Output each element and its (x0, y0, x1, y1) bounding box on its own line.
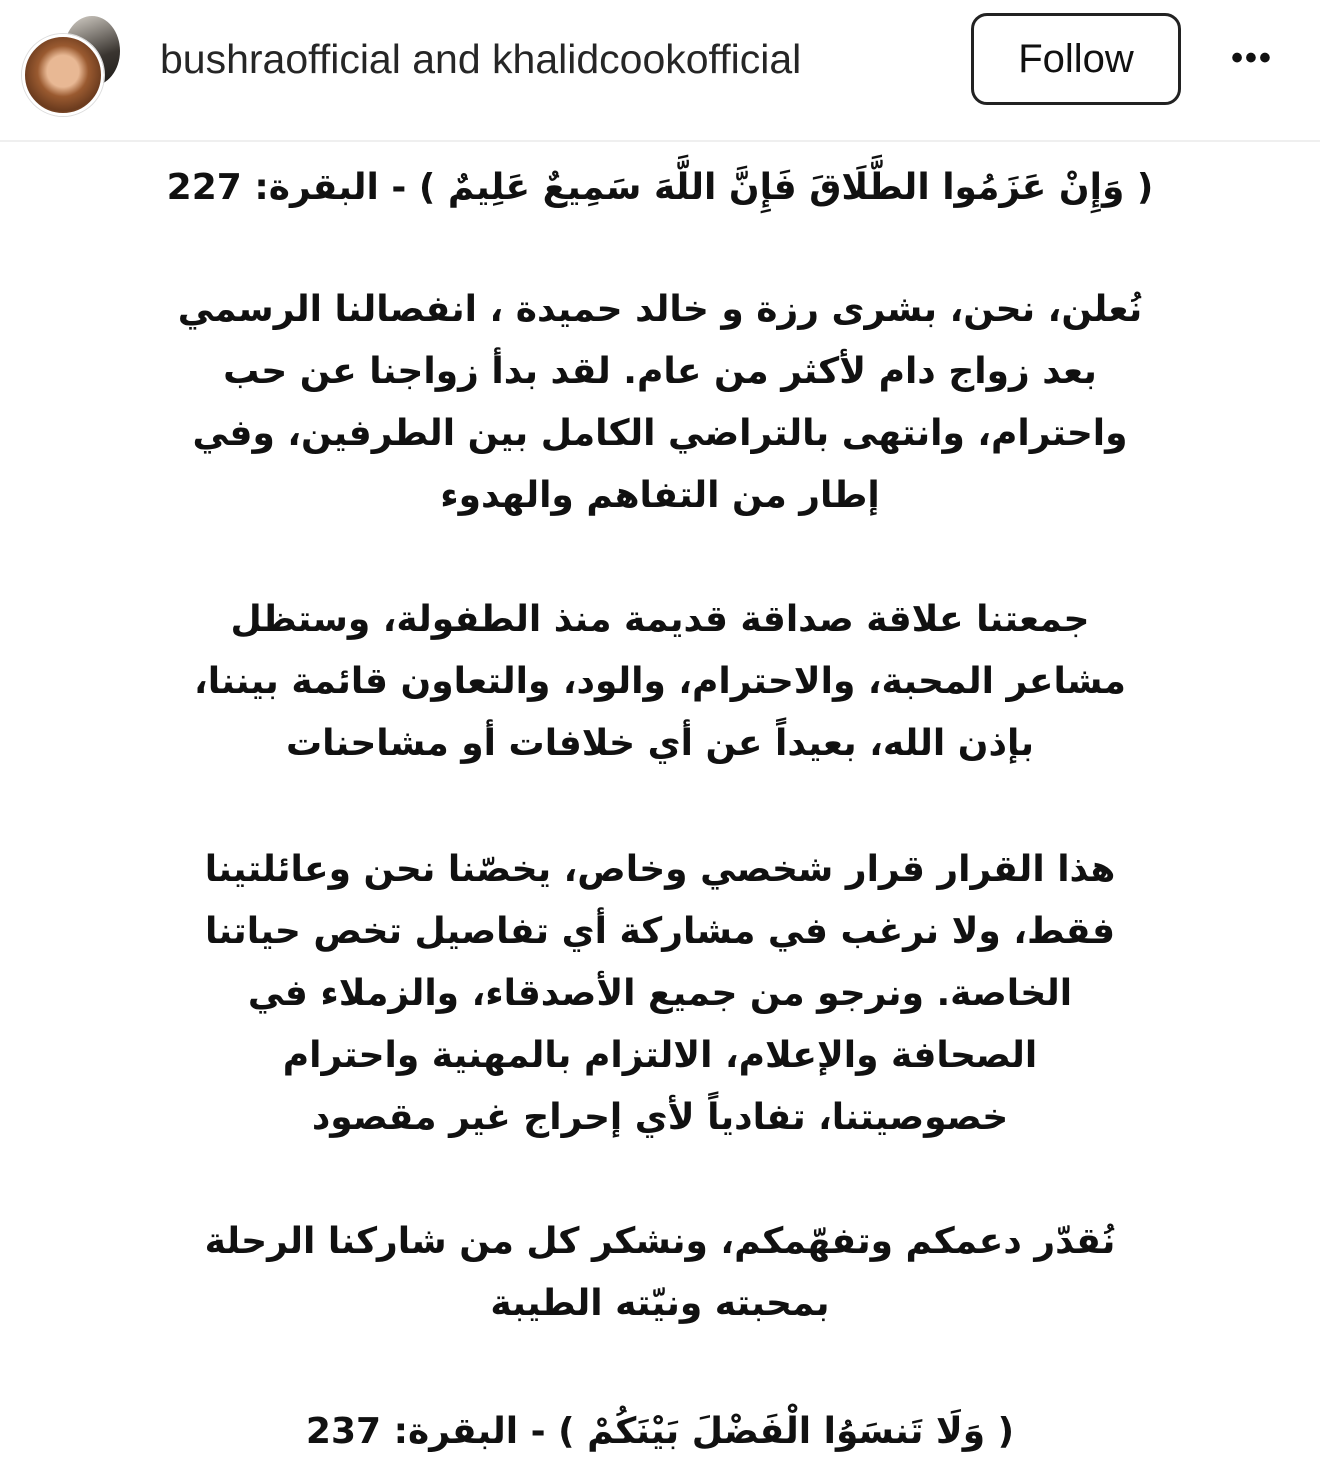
post-header (0, 0, 1320, 142)
text-line: خصوصيتنا، تفادياً لأي إحراج غير مقصود (311, 1097, 1009, 1138)
text-line: مشاعر المحبة، والاحترام، والود، والتعاون قائمة بيننا، (194, 661, 1126, 702)
text-line: الخاصة. ونرجو من جميع الأصدقاء، والزملاء في (247, 973, 1073, 1014)
follow-button[interactable]: Follow (971, 13, 1181, 105)
text-line: هذا القرار قرار شخصي وخاص، يخصّنا نحن وعائلتينا (204, 849, 1116, 890)
post-authors[interactable]: bushraofficial and khalidcookofficial (160, 36, 802, 82)
paragraph-4 (0, 1211, 1320, 1335)
text-line: بإذن الله، بعيداً عن أي خلافات أو مشاحنات (285, 723, 1035, 764)
text-line: نُقدّر دعمكم وتفهّمكم، ونشكر كل من شاركنا الرحلة (204, 1221, 1116, 1262)
more-options-icon[interactable]: ••• (1231, 39, 1273, 77)
text-line: واحترام، وانتهى بالتراضي الكامل بين الطرفين، وفي (192, 413, 1128, 454)
text-line: إطار من التفاهم والهدوء (440, 475, 880, 516)
verse-text: ( وَإِنْ عَزَمُوا الطَّلَاقَ فَإِنَّ اللَّهَ سَمِيعٌ عَلِيمٌ ) - البقرة: 227 (166, 167, 1154, 208)
text-line: فقط، ولا نرغب في مشاركة أي تفاصيل تخص حياتنا (204, 911, 1116, 952)
verse-text: ( وَلَا تَنسَوُا الْفَضْلَ بَيْنَكُمْ ) - البقرة: 237 (305, 1411, 1015, 1452)
paragraph-2 (0, 589, 1320, 775)
text-line: نُعلن، نحن، بشرى رزة و خالد حميدة ، انفصالنا الرسمي (177, 289, 1143, 330)
quran-verse-top (0, 157, 1320, 219)
text-line: بعد زواج دام لأكثر من عام. لقد بدأ زواجنا عن حب (223, 351, 1097, 392)
avatar-bushraofficial[interactable] (22, 34, 104, 116)
text-line: جمعتنا علاقة صداقة قديمة منذ الطفولة، وستظل (230, 599, 1090, 640)
paragraph-3 (0, 839, 1320, 1149)
text-line: بمحبته ونيّته الطيبة (490, 1283, 830, 1324)
quran-verse-bottom (0, 1401, 1320, 1463)
text-line: الصحافة والإعلام، الالتزام بالمهنية واحترام (282, 1035, 1038, 1076)
paragraph-1 (0, 279, 1320, 527)
